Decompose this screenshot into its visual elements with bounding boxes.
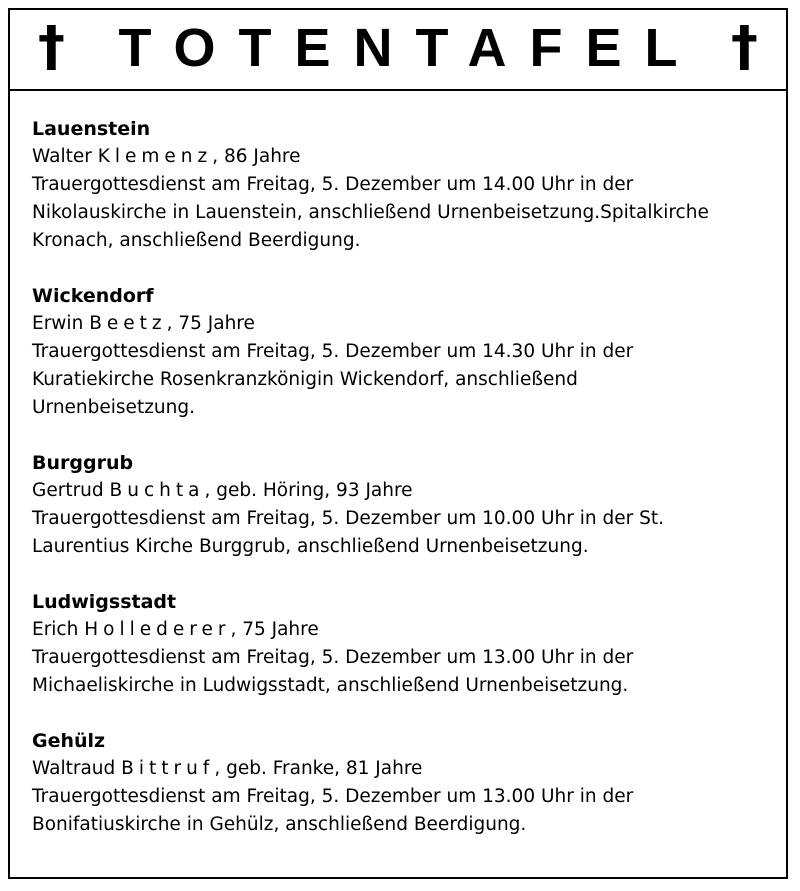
deceased-line bbox=[32, 477, 776, 505]
place-name: Gehülz bbox=[32, 730, 106, 752]
place-name: Burggrub bbox=[32, 452, 134, 474]
service-line: Trauergottesdienst am Freitag, 5. Dezember um 14.00 Uhr in der bbox=[32, 174, 634, 195]
service-line: Trauergottesdienst am Freitag, 5. Dezember um 10.00 Uhr in der St. bbox=[32, 508, 664, 529]
obituary-entry bbox=[32, 727, 776, 839]
obituary-entry bbox=[32, 282, 776, 422]
last-name: Hollederer bbox=[84, 619, 231, 640]
first-name: Gertrud bbox=[32, 480, 104, 501]
place-name: Lauenstein bbox=[32, 118, 151, 140]
obituary-entry bbox=[32, 449, 776, 561]
service-line: Urnenbeisetzung. bbox=[32, 397, 195, 418]
first-name: Walter bbox=[32, 146, 92, 167]
service-line: Kuratiekirche Rosenkranzkönigin Wickendorf, anschließend bbox=[32, 369, 578, 390]
place-name: Wickendorf bbox=[32, 285, 154, 307]
service-line: Trauergottesdienst am Freitag, 5. Dezember um 14.30 Uhr in der bbox=[32, 341, 634, 362]
deceased-line bbox=[32, 616, 776, 644]
deceased-details: , 75 Jahre bbox=[230, 619, 319, 640]
last-name: Buchta bbox=[109, 480, 205, 501]
notice-frame bbox=[8, 8, 788, 879]
cross-icon: † bbox=[38, 15, 65, 78]
service-line: Trauergottesdienst am Freitag, 5. Dezember um 13.00 Uhr in der bbox=[32, 647, 634, 668]
page-title: TOTENTAFEL bbox=[118, 18, 701, 78]
deceased-line bbox=[32, 143, 776, 171]
last-name: Klemenz bbox=[97, 146, 213, 167]
cross-icon: † bbox=[731, 15, 758, 78]
first-name: Waltraud bbox=[32, 758, 116, 779]
service-line: Laurentius Kirche Burggrub, anschließend Urnenbeisetzung. bbox=[32, 536, 589, 557]
obituary-entry bbox=[32, 115, 776, 255]
deceased-details: , 86 Jahre bbox=[212, 146, 301, 167]
header bbox=[10, 10, 786, 91]
last-name: Bittruf bbox=[121, 758, 215, 779]
first-name: Erich bbox=[32, 619, 79, 640]
obituary-entry bbox=[32, 588, 776, 700]
deceased-line bbox=[32, 755, 776, 783]
deceased-details: , geb. Höring, 93 Jahre bbox=[204, 480, 413, 501]
service-line: Trauergottesdienst am Freitag, 5. Dezember um 13.00 Uhr in der bbox=[32, 786, 634, 807]
place-name: Ludwigsstadt bbox=[32, 591, 177, 613]
first-name: Erwin bbox=[32, 313, 84, 334]
deceased-details: , 75 Jahre bbox=[166, 313, 255, 334]
service-line: Bonifatiuskirche in Gehülz, anschließend Beerdigung. bbox=[32, 814, 527, 835]
service-line: Kronach, anschließend Beerdigung. bbox=[32, 230, 361, 251]
service-line: Michaeliskirche in Ludwigsstadt, anschließend Urnenbeisetzung. bbox=[32, 675, 629, 696]
deceased-details: , geb. Franke, 81 Jahre bbox=[214, 758, 423, 779]
deceased-line bbox=[32, 310, 776, 338]
entries-list bbox=[32, 115, 776, 866]
service-line: Nikolauskirche in Lauenstein, anschließend Urnenbeisetzung.Spitalkirche bbox=[32, 202, 709, 223]
last-name: Beetz bbox=[89, 313, 167, 334]
